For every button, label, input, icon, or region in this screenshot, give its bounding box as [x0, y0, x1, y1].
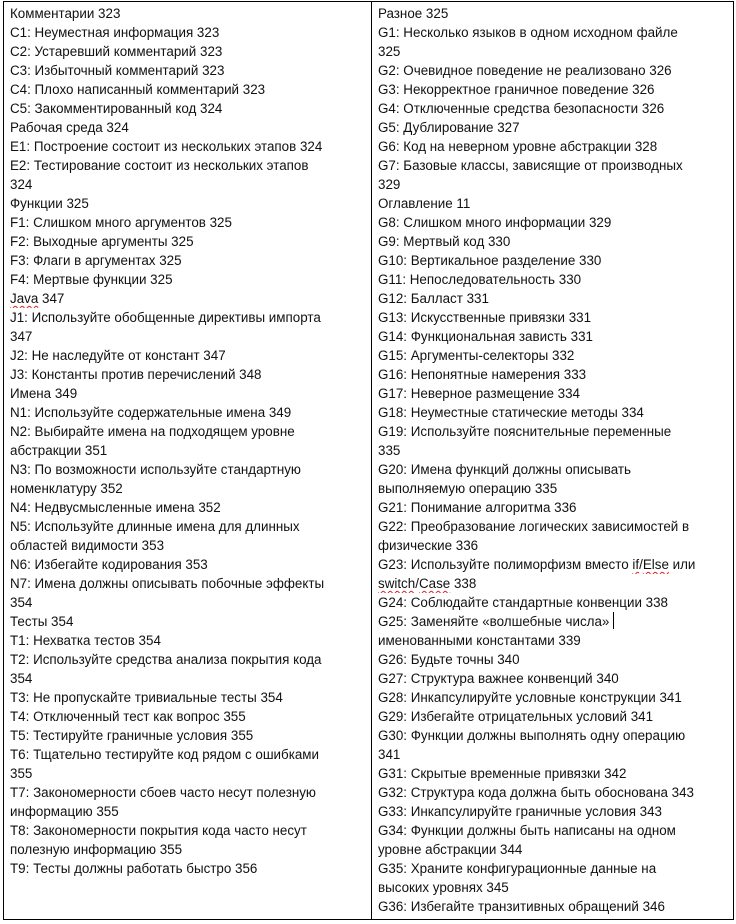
- right-line: G9: Мертвый код 330: [378, 234, 511, 249]
- spellcheck-word: Java: [10, 291, 39, 306]
- left-line: T3: Не пропускайте тривиальные тесты 354: [10, 690, 283, 705]
- right-line: G15: Аргументы-селекторы 332: [378, 348, 575, 363]
- right-line: G33: Инкапсулируйте граничные условия 343: [378, 804, 663, 819]
- left-line: F4: Мертвые функции 325: [10, 272, 173, 287]
- left-line: C4: Плохо написанный комментарий 323: [10, 82, 266, 97]
- left-line: T9: Тесты должны работать быстро 356: [10, 861, 258, 876]
- right-line: G13: Искусственные привязки 331: [378, 310, 592, 325]
- right-line: G24: Соблюдайте стандартные конвенции 338: [378, 595, 668, 610]
- left-line: F1: Слишком много аргументов 325: [10, 215, 232, 230]
- left-column: [4, 2, 372, 919]
- right-line: G10: Вертикальное разделение 330: [378, 253, 602, 268]
- right-line: G19: Используйте пояснительные переменные: [378, 424, 672, 439]
- left-line: информацию 355: [10, 804, 119, 819]
- right-line: G12: Балласт 331: [378, 291, 489, 306]
- text-fragment: /: [639, 557, 643, 572]
- left-line: Имена 349: [10, 386, 78, 401]
- spellcheck-word: Else: [642, 557, 669, 572]
- right-line: G34: Функции должны быть написаны на одном: [378, 823, 676, 838]
- left-line: C1: Неуместная информация 323: [10, 25, 220, 40]
- left-line: N6: Избегайте кодирования 353: [10, 557, 208, 572]
- right-line: физические 336: [378, 538, 479, 553]
- right-line: G29: Избегайте отрицательных условий 341: [378, 709, 654, 724]
- right-line: G2: Очевидное поведение не реализовано 326: [378, 63, 672, 78]
- right-line: G14: Функциональная зависть 331: [378, 329, 593, 344]
- right-line: G20: Имена функций должны описывать: [378, 462, 631, 477]
- left-line: [10, 289, 365, 308]
- right-line: [378, 574, 727, 593]
- left-line: N4: Недвусмысленные имена 352: [10, 500, 221, 515]
- left-line: N3: По возможности используйте стандартную: [10, 462, 301, 477]
- left-line: 354: [10, 671, 33, 686]
- left-line: абстракции 351: [10, 443, 108, 458]
- right-line: G28: Инкапсулируйте условные конструкции 341: [378, 690, 682, 705]
- left-line: Функции 325: [10, 196, 89, 211]
- right-line: G17: Неверное размещение 334: [378, 386, 580, 401]
- spellcheck-word: switch: [378, 576, 416, 591]
- right-line: Разное 325: [378, 6, 449, 21]
- text-fragment: G23: Используйте полиморфизм вместо: [378, 557, 633, 572]
- right-line: G8: Слишком много информации 329: [378, 215, 612, 230]
- left-line: F2: Выходные аргументы 325: [10, 234, 194, 249]
- left-line: Рабочая среда 324: [10, 120, 129, 135]
- page-number: 347: [38, 291, 65, 306]
- left-line: 324: [10, 177, 33, 192]
- text-fragment: /: [415, 576, 419, 591]
- right-line: уровне абстракции 344: [378, 842, 523, 857]
- right-line: 341: [378, 747, 401, 762]
- left-line: T7: Закономерности сбоев часто несут полезную: [10, 785, 316, 800]
- right-line: 325: [378, 44, 401, 59]
- right-line: G18: Неуместные статические методы 334: [378, 405, 644, 420]
- left-line: E1: Построение состоит из нескольких этапов 324: [10, 139, 323, 154]
- left-line: N7: Имена должны описывать побочные эффекты: [10, 576, 325, 591]
- left-line: C3: Избыточный комментарий 323: [10, 63, 225, 78]
- left-line: E2: Тестирование состоит из нескольких этапов: [10, 158, 309, 173]
- right-line: G36: Избегайте транзитивных обращений 346: [378, 899, 665, 914]
- right-line: [378, 612, 727, 631]
- left-line: F3: Флаги в аргументах 325: [10, 253, 182, 268]
- left-line: C2: Устаревший комментарий 323: [10, 44, 223, 59]
- left-line: номенклатуру 352: [10, 481, 123, 496]
- left-line: Тесты 354: [10, 614, 74, 629]
- left-line: областей видимости 353: [10, 538, 165, 553]
- right-line: G22: Преобразование логических зависимостей в: [378, 519, 690, 534]
- right-line: G6: Код на неверном уровне абстракции 328: [378, 139, 658, 154]
- right-line: G31: Скрытые временные привязки 342: [378, 766, 627, 781]
- right-line: [378, 555, 727, 574]
- left-line: T5: Тестируйте граничные условия 355: [10, 728, 254, 743]
- right-line: 329: [378, 177, 401, 192]
- left-line: 355: [10, 766, 33, 781]
- right-line: G35: Храните конфигурационные данные на: [378, 861, 657, 876]
- contents-table: [3, 1, 734, 920]
- text-cursor: [613, 612, 614, 629]
- left-line: T6: Тщательно тестируйте код рядом с ошибками: [10, 747, 319, 762]
- right-line: G7: Базовые классы, зависящие от производных: [378, 158, 683, 173]
- left-line: N2: Выбирайте имена на подходящем уровне: [10, 424, 295, 439]
- right-line: выполняемую операцию 335: [378, 481, 558, 496]
- right-line: именованными константами 339: [378, 633, 581, 648]
- right-line: G16: Непонятные намерения 333: [378, 367, 587, 382]
- right-line: G11: Непоследовательность 330: [378, 272, 582, 287]
- left-line: полезную информацию 355: [10, 842, 183, 857]
- left-line: T1: Нехватка тестов 354: [10, 633, 161, 648]
- spellcheck-word: if: [632, 557, 640, 572]
- left-line: T8: Закономерности покрытия кода часто несут: [10, 823, 307, 838]
- right-line: G26: Будьте точны 340: [378, 652, 520, 667]
- right-line: G3: Некорректное граничное поведение 326: [378, 82, 655, 97]
- left-line: 354: [10, 595, 33, 610]
- page-number: 338: [450, 576, 477, 591]
- right-line: G5: Дублирование 327: [378, 120, 520, 135]
- left-line: J2: Не наследуйте от констант 347: [10, 348, 226, 363]
- left-line: Комментарии 323: [10, 6, 121, 21]
- right-line: G4: Отключенные средства безопасности 326: [378, 101, 665, 116]
- spellcheck-word: Case: [418, 576, 451, 591]
- right-line: G1: Несколько языков в одном исходном файле: [378, 25, 678, 40]
- left-line: T4: Отключенный тест как вопрос 355: [10, 709, 246, 724]
- left-line: J1: Используйте обобщенные директивы импорта: [10, 310, 321, 325]
- right-line: G30: Функции должны выполнять одну операцию: [378, 728, 686, 743]
- right-line: G21: Понимание алгоритма 336: [378, 500, 577, 515]
- right-line: 335: [378, 443, 401, 458]
- right-line: G32: Структура кода должна быть обоснована 343: [378, 785, 694, 800]
- text-fragment: или: [668, 557, 696, 572]
- right-line: высоких уровнях 345: [378, 880, 509, 895]
- left-line: J3: Константы против перечислений 348: [10, 367, 262, 382]
- left-line: N1: Используйте содержательные имена 349: [10, 405, 292, 420]
- text-fragment: G25: Заменяйте «волшебные числа»: [378, 614, 610, 629]
- left-line: 347: [10, 329, 33, 344]
- left-line: T2: Используйте средства анализа покрытия кода: [10, 652, 322, 667]
- left-line: C5: Закомментированный код 324: [10, 101, 223, 116]
- right-line: Оглавление 11: [378, 196, 471, 211]
- left-line: N5: Используйте длинные имена для длинных: [10, 519, 300, 534]
- right-column: [372, 2, 733, 919]
- right-line: G27: Структура важнее конвенций 340: [378, 671, 619, 686]
